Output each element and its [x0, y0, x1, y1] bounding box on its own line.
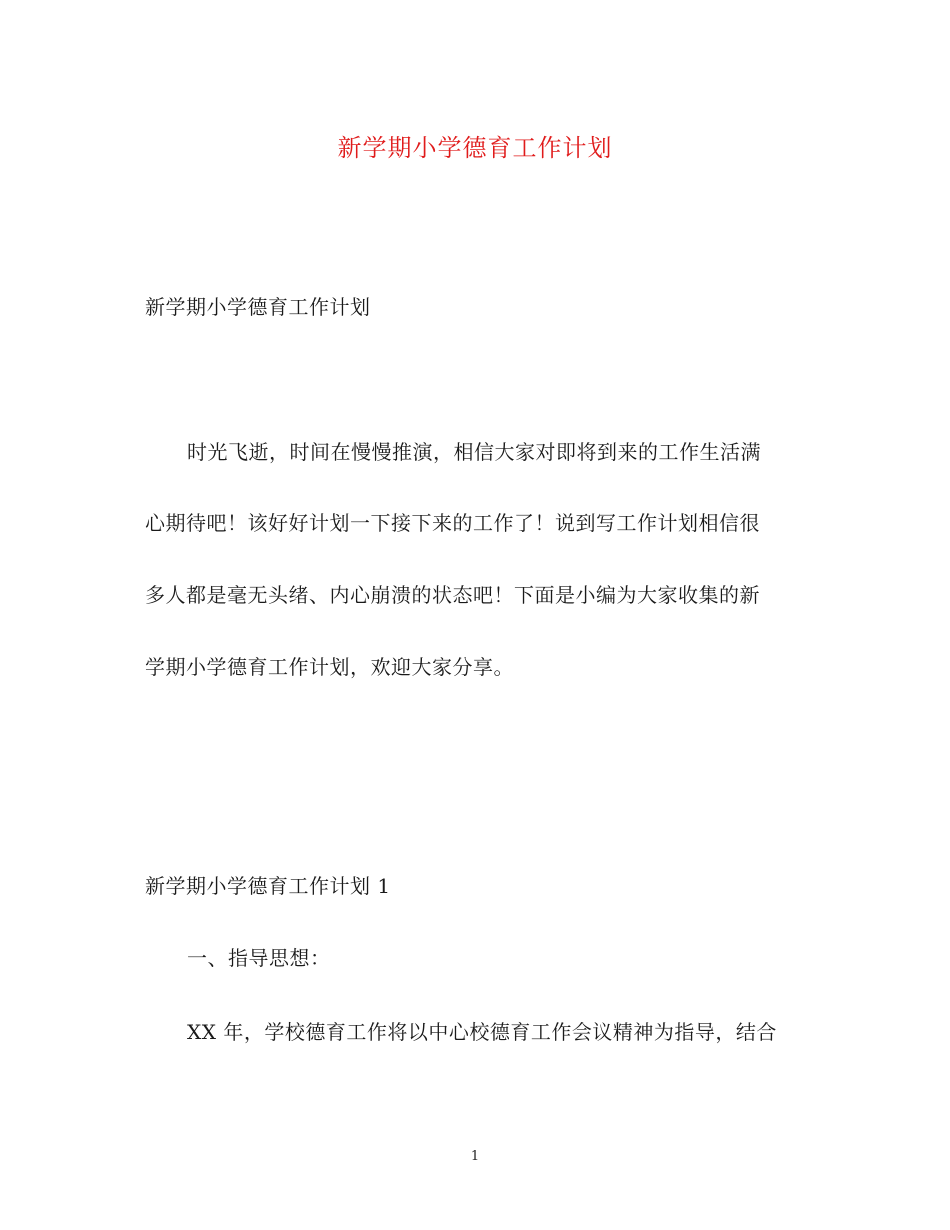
document-title: 新学期小学德育工作计划	[337, 134, 613, 162]
page-number: 1	[470, 1149, 480, 1164]
subsection-heading: 一、指导思想：	[187, 946, 331, 970]
intro-line-3: 多人都是毫无头绪、内心崩溃的状态吧！下面是小编为大家收集的新	[145, 583, 760, 607]
body-line: XX 年，学校德育工作将以中心校德育工作会议精神为指导，结合	[187, 1020, 777, 1044]
section-heading: 新学期小学德育工作计划 1	[145, 874, 391, 898]
document-subtitle: 新学期小学德育工作计划	[145, 295, 371, 319]
intro-line-2: 心期待吧！该好好计划一下接下来的工作了！说到写工作计划相信很	[145, 511, 760, 535]
intro-line-4: 学期小学德育工作计划，欢迎大家分享。	[145, 655, 514, 679]
intro-line-1: 时光飞逝，时间在慢慢推演，相信大家对即将到来的工作生活满	[187, 440, 761, 464]
